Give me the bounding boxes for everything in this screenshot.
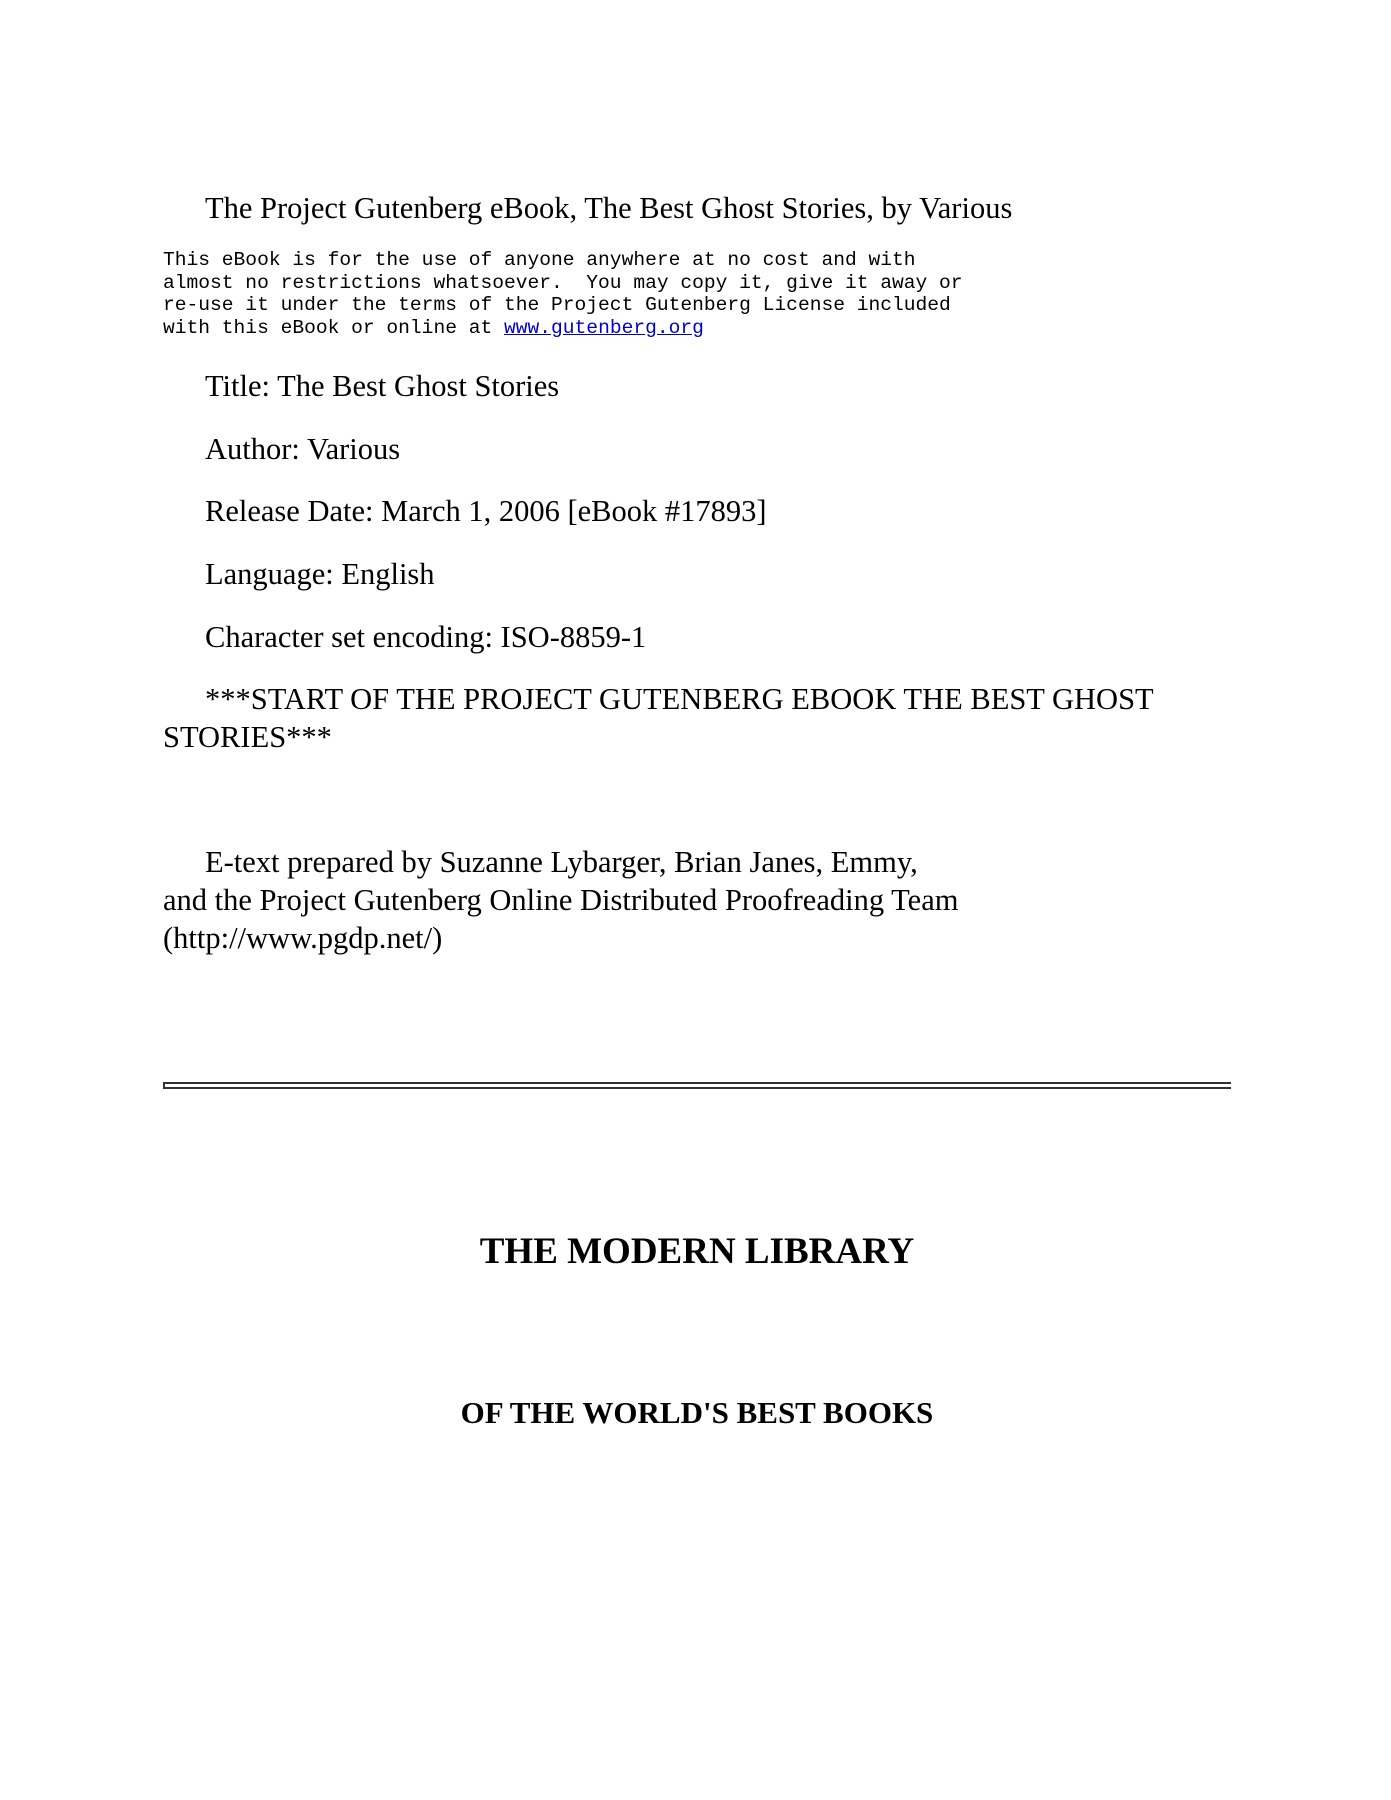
meta-author: Author: Various (205, 432, 401, 466)
start-marker: ***START OF THE PROJECT GUTENBERG EBOOK THE BEST GHOST STORIES*** (163, 682, 1154, 754)
credits (163, 843, 1231, 957)
license-notice (163, 249, 963, 339)
heading-worlds-best-books: OF THE WORLD'S BEST BOOKS (460, 1395, 934, 1430)
license-line-4-prefix: with this eBook or online at (163, 316, 504, 339)
heading-modern-library: THE MODERN LIBRARY (479, 1231, 915, 1272)
ebook-title-line: The Project Gutenberg eBook, The Best Ghost Stories, by Various (205, 191, 1013, 225)
meta-release-date: Release Date: March 1, 2006 [eBook #17893] (205, 494, 767, 528)
meta-encoding: Character set encoding: ISO-8859-1 (205, 620, 647, 654)
credits-line-1: E-text prepared by Suzanne Lybarger, Brian Janes, Emmy, (205, 845, 918, 879)
meta-language: Language: English (205, 557, 435, 591)
credits-line-2: and the Project Gutenberg Online Distributed Proofreading Team (163, 883, 959, 917)
license-line-3: re-use it under the terms of the Project Gutenberg License included (163, 294, 951, 316)
meta-title: Title: The Best Ghost Stories (205, 369, 560, 403)
horizontal-rule (163, 1082, 1231, 1089)
credits-line-3: (http://www.pgdp.net/) (163, 921, 443, 955)
license-line-1: This eBook is for the use of anyone anywhere at no cost and with (163, 249, 916, 271)
gutenberg-link[interactable]: www.gutenberg.org (504, 316, 704, 339)
license-line-2: almost no restrictions whatsoever. You may copy it, give it away or (163, 271, 963, 294)
